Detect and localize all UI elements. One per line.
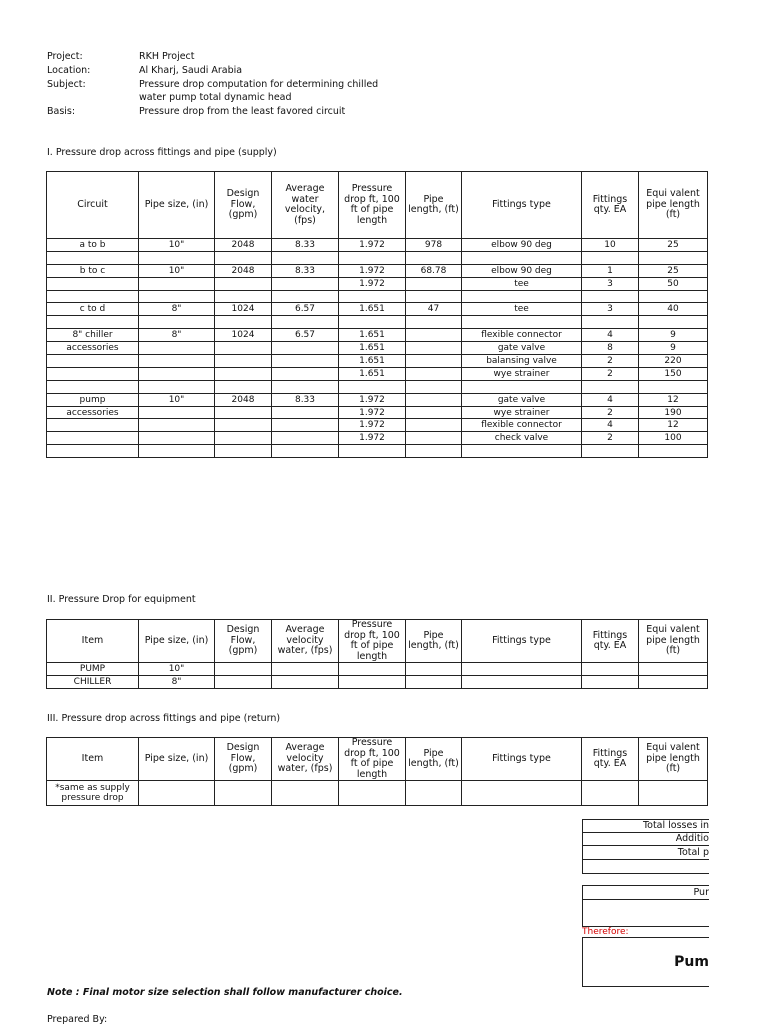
column-header: Fittings type — [462, 620, 582, 663]
table-cell — [139, 406, 215, 419]
table-cell: 1024 — [215, 329, 272, 342]
table-cell — [215, 316, 272, 329]
table-cell — [462, 380, 582, 393]
column-header: Pipe size, (in) — [139, 738, 215, 781]
table-cell — [47, 355, 139, 368]
table-cell — [215, 277, 272, 290]
table-cell — [406, 419, 462, 432]
column-header: Pipe length, (ft) — [406, 620, 462, 663]
table-cell: 25 — [639, 264, 708, 277]
table-row — [47, 290, 708, 303]
table-cell — [47, 380, 139, 393]
table-header-row — [47, 172, 708, 239]
table-cell: tee — [462, 277, 582, 290]
additional-label: Additio — [583, 833, 709, 846]
table-cell: 4 — [582, 393, 639, 406]
therefore-label: Therefore: — [582, 927, 629, 937]
table-cell: 2 — [582, 432, 639, 445]
table-cell: 68.78 — [406, 264, 462, 277]
column-header: Design Flow, (gpm) — [215, 172, 272, 239]
table-cell — [139, 367, 215, 380]
table-cell — [339, 316, 406, 329]
table-cell: 2048 — [215, 393, 272, 406]
table-cell: balansing valve — [462, 355, 582, 368]
table-row — [47, 676, 708, 689]
table-cell — [215, 251, 272, 264]
table-cell — [272, 251, 339, 264]
table-cell: 10" — [139, 393, 215, 406]
table-row — [47, 419, 708, 432]
header-key: Subject: — [47, 79, 86, 90]
table-cell — [406, 290, 462, 303]
table-cell: c to d — [47, 303, 139, 316]
table-cell — [406, 380, 462, 393]
table-cell: 9 — [639, 329, 708, 342]
table-cell: 9 — [639, 342, 708, 355]
table-cell — [582, 445, 639, 458]
table-cell: accessories — [47, 342, 139, 355]
header-value: water pump total dynamic head — [139, 92, 292, 103]
table-cell: check valve — [462, 432, 582, 445]
table-cell: 1.651 — [339, 303, 406, 316]
table-cell — [139, 316, 215, 329]
table-cell — [339, 781, 406, 806]
table-cell: a to b — [47, 239, 139, 252]
column-header: Average velocity water, (fps) — [272, 738, 339, 781]
column-header: Pipe size, (in) — [139, 172, 215, 239]
table-cell — [462, 251, 582, 264]
table-cell: 8" — [139, 676, 215, 689]
section1-title: I. Pressure drop across fittings and pipe (supply) — [47, 147, 277, 158]
table-cell: 25 — [639, 239, 708, 252]
table-cell — [339, 445, 406, 458]
header-row-location — [47, 65, 242, 76]
table-cell — [272, 676, 339, 689]
table-row — [47, 781, 708, 806]
table-cell: b to c — [47, 264, 139, 277]
header-key: Project: — [47, 51, 83, 62]
table-cell: 8" chiller — [47, 329, 139, 342]
table-cell: 220 — [639, 355, 708, 368]
table-cell: 40 — [639, 303, 708, 316]
table-cell — [47, 432, 139, 445]
table-cell — [272, 781, 339, 806]
pump-head-label: Pur — [583, 886, 709, 900]
table-cell: elbow 90 deg — [462, 239, 582, 252]
table-row — [47, 277, 708, 290]
table-cell: gate valve — [462, 393, 582, 406]
table-cell — [406, 676, 462, 689]
column-header: Fittings type — [462, 172, 582, 239]
table-cell — [639, 251, 708, 264]
table-cell: 10 — [582, 239, 639, 252]
table-row — [47, 316, 708, 329]
table-cell: 10" — [139, 264, 215, 277]
table-cell — [639, 445, 708, 458]
return-table — [46, 737, 708, 806]
table-row — [47, 406, 708, 419]
header-value: Al Kharj, Saudi Arabia — [139, 65, 243, 76]
table-cell — [406, 663, 462, 676]
table-row — [47, 663, 708, 676]
table-cell: flexible connector — [462, 329, 582, 342]
table-cell: 6.57 — [272, 303, 339, 316]
table-cell: 1.651 — [339, 367, 406, 380]
table-cell: 978 — [406, 239, 462, 252]
table-cell: 47 — [406, 303, 462, 316]
column-header: Fittings qty. EA — [582, 738, 639, 781]
column-header: Circuit — [47, 172, 139, 239]
column-header: Item — [47, 738, 139, 781]
table-cell: 1.651 — [339, 342, 406, 355]
table-row — [47, 251, 708, 264]
table-cell: 2048 — [215, 264, 272, 277]
table-cell — [582, 316, 639, 329]
table-cell: 1024 — [215, 303, 272, 316]
total-losses-label: Total losses in — [583, 820, 709, 833]
table-cell — [215, 419, 272, 432]
table-cell: 2 — [582, 367, 639, 380]
table-cell — [406, 406, 462, 419]
table-cell: 10" — [139, 663, 215, 676]
table-header-row — [47, 620, 708, 663]
table-cell — [406, 316, 462, 329]
header-key: Basis: — [47, 106, 76, 117]
header-value: Pressure drop from the least favored circuit — [139, 106, 346, 117]
table-cell — [272, 663, 339, 676]
table-cell: 1.651 — [339, 355, 406, 368]
table-cell — [462, 676, 582, 689]
section2-title: II. Pressure Drop for equipment — [47, 594, 196, 605]
table-cell — [139, 277, 215, 290]
table-cell — [47, 251, 139, 264]
table-cell — [272, 432, 339, 445]
total-pressure-label: Total p — [583, 846, 709, 860]
table-cell — [462, 290, 582, 303]
table-row — [47, 367, 708, 380]
table-cell: 1.972 — [339, 406, 406, 419]
table-cell: 50 — [639, 277, 708, 290]
table-cell — [639, 380, 708, 393]
table-cell: 2 — [582, 355, 639, 368]
table-cell — [215, 432, 272, 445]
header-value: Pressure drop computation for determining chilled — [139, 79, 379, 90]
table-cell — [139, 781, 215, 806]
table-cell — [47, 367, 139, 380]
table-cell — [339, 380, 406, 393]
table-cell — [272, 342, 339, 355]
table-cell — [462, 781, 582, 806]
table-cell: 1.972 — [339, 277, 406, 290]
table-cell — [406, 432, 462, 445]
table-cell — [215, 342, 272, 355]
table-cell — [339, 251, 406, 264]
table-cell — [139, 290, 215, 303]
table-cell — [139, 342, 215, 355]
table-row — [47, 445, 708, 458]
table-cell: CHILLER — [47, 676, 139, 689]
table-cell: flexible connector — [462, 419, 582, 432]
table-cell — [339, 663, 406, 676]
table-cell — [139, 445, 215, 458]
table-cell — [215, 406, 272, 419]
table-cell — [215, 290, 272, 303]
table-cell: wye strainer — [462, 367, 582, 380]
table-row — [47, 393, 708, 406]
prepared-by-label: Prepared By: — [47, 1014, 108, 1025]
table-header-row — [47, 738, 708, 781]
table-cell — [215, 380, 272, 393]
table-row — [47, 380, 708, 393]
table-cell — [47, 277, 139, 290]
table-cell — [215, 663, 272, 676]
table-cell: 150 — [639, 367, 708, 380]
table-cell: elbow 90 deg — [462, 264, 582, 277]
column-header: Fittings qty. EA — [582, 620, 639, 663]
supply-table — [46, 171, 708, 458]
equipment-table — [46, 619, 708, 689]
table-cell — [139, 251, 215, 264]
summary-box — [582, 819, 709, 874]
table-cell: accessories — [47, 406, 139, 419]
table-cell: 2048 — [215, 239, 272, 252]
table-cell: 8" — [139, 329, 215, 342]
column-header: Equi valent pipe length (ft) — [639, 620, 708, 663]
table-cell: 8.33 — [272, 393, 339, 406]
table-row — [47, 432, 708, 445]
table-cell: wye strainer — [462, 406, 582, 419]
table-row — [47, 329, 708, 342]
table-cell: 3 — [582, 277, 639, 290]
table-cell — [139, 380, 215, 393]
table-cell — [462, 445, 582, 458]
table-cell: 1.972 — [339, 419, 406, 432]
table-cell: 12 — [639, 393, 708, 406]
table-cell: 1.972 — [339, 239, 406, 252]
table-cell — [215, 367, 272, 380]
table-cell — [272, 367, 339, 380]
table-cell — [272, 355, 339, 368]
column-header: Design Flow, (gpm) — [215, 620, 272, 663]
table-row — [47, 264, 708, 277]
table-row — [47, 355, 708, 368]
table-cell — [272, 406, 339, 419]
table-cell — [639, 290, 708, 303]
table-cell — [272, 316, 339, 329]
column-header: Fittings type — [462, 738, 582, 781]
table-cell — [139, 432, 215, 445]
table-cell — [582, 251, 639, 264]
column-header: Average water velocity, (fps) — [272, 172, 339, 239]
table-cell — [272, 380, 339, 393]
column-header: Pipe length, (ft) — [406, 172, 462, 239]
column-header: Equi valent pipe length (ft) — [639, 738, 708, 781]
table-cell: gate valve — [462, 342, 582, 355]
header-key: Location: — [47, 65, 91, 76]
table-cell: 4 — [582, 329, 639, 342]
table-cell — [582, 676, 639, 689]
table-cell: 8" — [139, 303, 215, 316]
table-cell — [215, 781, 272, 806]
table-cell — [272, 445, 339, 458]
table-cell: 1.972 — [339, 432, 406, 445]
table-row — [47, 239, 708, 252]
table-cell: 8.33 — [272, 264, 339, 277]
table-cell — [582, 663, 639, 676]
table-cell — [406, 781, 462, 806]
header-row-subject-cont — [47, 92, 292, 103]
table-cell — [339, 290, 406, 303]
table-cell: 8.33 — [272, 239, 339, 252]
table-cell: 3 — [582, 303, 639, 316]
table-cell — [339, 676, 406, 689]
table-cell — [215, 445, 272, 458]
table-cell — [639, 663, 708, 676]
table-cell: 1.972 — [339, 264, 406, 277]
table-cell — [639, 676, 708, 689]
table-cell: 1.651 — [339, 329, 406, 342]
table-cell — [47, 316, 139, 329]
table-cell: 1 — [582, 264, 639, 277]
table-cell: 100 — [639, 432, 708, 445]
header-row-basis — [47, 106, 345, 117]
table-cell: 12 — [639, 419, 708, 432]
column-header: Average velocity water, (fps) — [272, 620, 339, 663]
table-cell — [215, 355, 272, 368]
column-header: Item — [47, 620, 139, 663]
table-cell: tee — [462, 303, 582, 316]
table-cell: 2 — [582, 406, 639, 419]
table-cell — [139, 419, 215, 432]
table-cell — [406, 393, 462, 406]
table-cell: 190 — [639, 406, 708, 419]
header-row-subject — [47, 79, 378, 90]
table-cell — [462, 316, 582, 329]
table-cell — [582, 290, 639, 303]
header-row-project — [47, 51, 195, 62]
table-cell: 4 — [582, 419, 639, 432]
table-cell — [582, 781, 639, 806]
table-cell — [47, 290, 139, 303]
column-header: Pressure drop ft, 100 ft of pipe length — [339, 620, 406, 663]
table-cell — [215, 676, 272, 689]
note-text: Note : Final motor size selection shall follow manufacturer choice. — [47, 987, 403, 998]
table-cell — [406, 342, 462, 355]
section3-title: III. Pressure drop across fittings and pipe (return) — [47, 713, 281, 724]
header-value: RKH Project — [139, 51, 195, 62]
table-cell: PUMP — [47, 663, 139, 676]
table-cell — [272, 290, 339, 303]
table-cell — [406, 277, 462, 290]
table-cell — [272, 277, 339, 290]
table-cell — [406, 329, 462, 342]
table-cell — [47, 419, 139, 432]
column-header: Pressure drop ft, 100 ft of pipe length — [339, 172, 406, 239]
table-cell — [47, 445, 139, 458]
column-header: Fittings qty. EA — [582, 172, 639, 239]
summary-empty-row — [583, 860, 709, 872]
table-row — [47, 303, 708, 316]
pump-box — [582, 885, 709, 927]
column-header: Pressure drop ft, 100 ft of pipe length — [339, 738, 406, 781]
table-cell: *same as supply pressure drop — [47, 781, 139, 806]
table-cell — [582, 380, 639, 393]
column-header: Pipe length, (ft) — [406, 738, 462, 781]
table-cell: 6.57 — [272, 329, 339, 342]
column-header: Pipe size, (in) — [139, 620, 215, 663]
table-row — [47, 342, 708, 355]
table-cell — [139, 355, 215, 368]
column-header: Equi valent pipe length (ft) — [639, 172, 708, 239]
table-cell — [462, 663, 582, 676]
pump-result: Pum — [582, 937, 709, 987]
table-cell — [406, 445, 462, 458]
table-cell: pump — [47, 393, 139, 406]
table-cell — [639, 316, 708, 329]
table-cell: 10" — [139, 239, 215, 252]
table-cell: 1.972 — [339, 393, 406, 406]
column-header: Design Flow, (gpm) — [215, 738, 272, 781]
table-cell — [406, 355, 462, 368]
table-cell — [406, 367, 462, 380]
table-cell — [639, 781, 708, 806]
table-cell: 8 — [582, 342, 639, 355]
table-cell — [272, 419, 339, 432]
table-cell — [406, 251, 462, 264]
